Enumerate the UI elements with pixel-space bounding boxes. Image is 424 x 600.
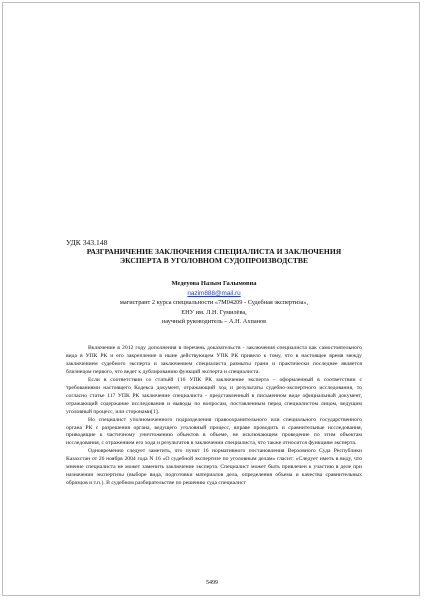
article-body — [66, 345, 362, 488]
title-line-2: ЭКСПЕРТА В УГОЛОВНОМ СУДОПРОИЗВОДСТВЕ — [119, 256, 309, 265]
article-title — [66, 247, 362, 265]
paragraph-1: Включение в 2012 году дополнения в перечень доказательств - заключения специалиста как самостоятельного вида в УПК РК и его закрепление в ныне действующем УПК РК привело к тому, что в настоящее время между заключением судебного эксперта и заключением специалиста размыты грани и практически последнее является близнецом первого, что ведет к дублированию функций эксперта и специалиста. — [66, 345, 362, 375]
author-block — [66, 279, 362, 327]
paragraph-3: Но специалист уполномоченного подразделения правоохранительного или специального государственного органа РК с разрешения органа, ведущего уголовный процесс, вправе проводить и сравнительные исследования, приводящие к частичному уничтожению объектов в объеме, не исключающем проведение по этим объектам исследования, с отражением его хода и результатов в заключении специалиста, что также относится функциям эксперта. — [66, 416, 362, 447]
paragraph-2: Если в соответствии со статьёй 116 УПК РК заключение эксперта – оформленный в соответствии с требованиями настоящего Кодекса документ, отражающий ход и результаты судебно-экспертного исследования, то согласно статье 117 УПК РК заключение специалиста - представленный в письменном виде официальный документ, отражающий содержание исследования и выводы по вопросам, поставленным перед специалистом лицом, ведущим уголовный процесс, или сторонами[1]. — [66, 376, 362, 415]
page-number: 5499 — [206, 580, 218, 586]
author-affiliation-line-2: ЕНУ им. Л.Н. Гумилёва, — [181, 308, 247, 316]
author-affiliation-line-1: магистрант 2 курса специальности «7М04209 - Судебная экспертиза», — [119, 299, 309, 307]
title-line-1: РАЗГРАНИЧЕНИЕ ЗАКЛЮЧЕНИЯ СПЕЦИАЛИСТА И ЗАКЛЮЧЕНИЯ — [86, 247, 342, 256]
udk-code: УДК 343.148 — [66, 238, 108, 247]
author-email-link[interactable]: nazim888@mail.ru — [187, 289, 241, 297]
author-supervisor: научный руководитель – А.Н. Ахпанов — [161, 318, 267, 326]
author-name: Медеуова Назым Галымовна — [171, 280, 257, 287]
paragraph-4: Одновременно следует заметить, что пункт 16 нормативного постановления Верховного Суда Республики Казахстан от 26 ноября 2004 года N 16 «О судебной экспертизе по уголовным делам» гласит: «Следует иметь в виду, что мнение специалиста не может заменить заключение эксперта. Специалист может быть привлечен к участию в деле при назначении экспертизы (выборе вида, подготовки материалов дела, определения объема и качества сравнительных образцов и т.п.). В судебном разбирательстве по решению суда специалист — [66, 448, 362, 487]
